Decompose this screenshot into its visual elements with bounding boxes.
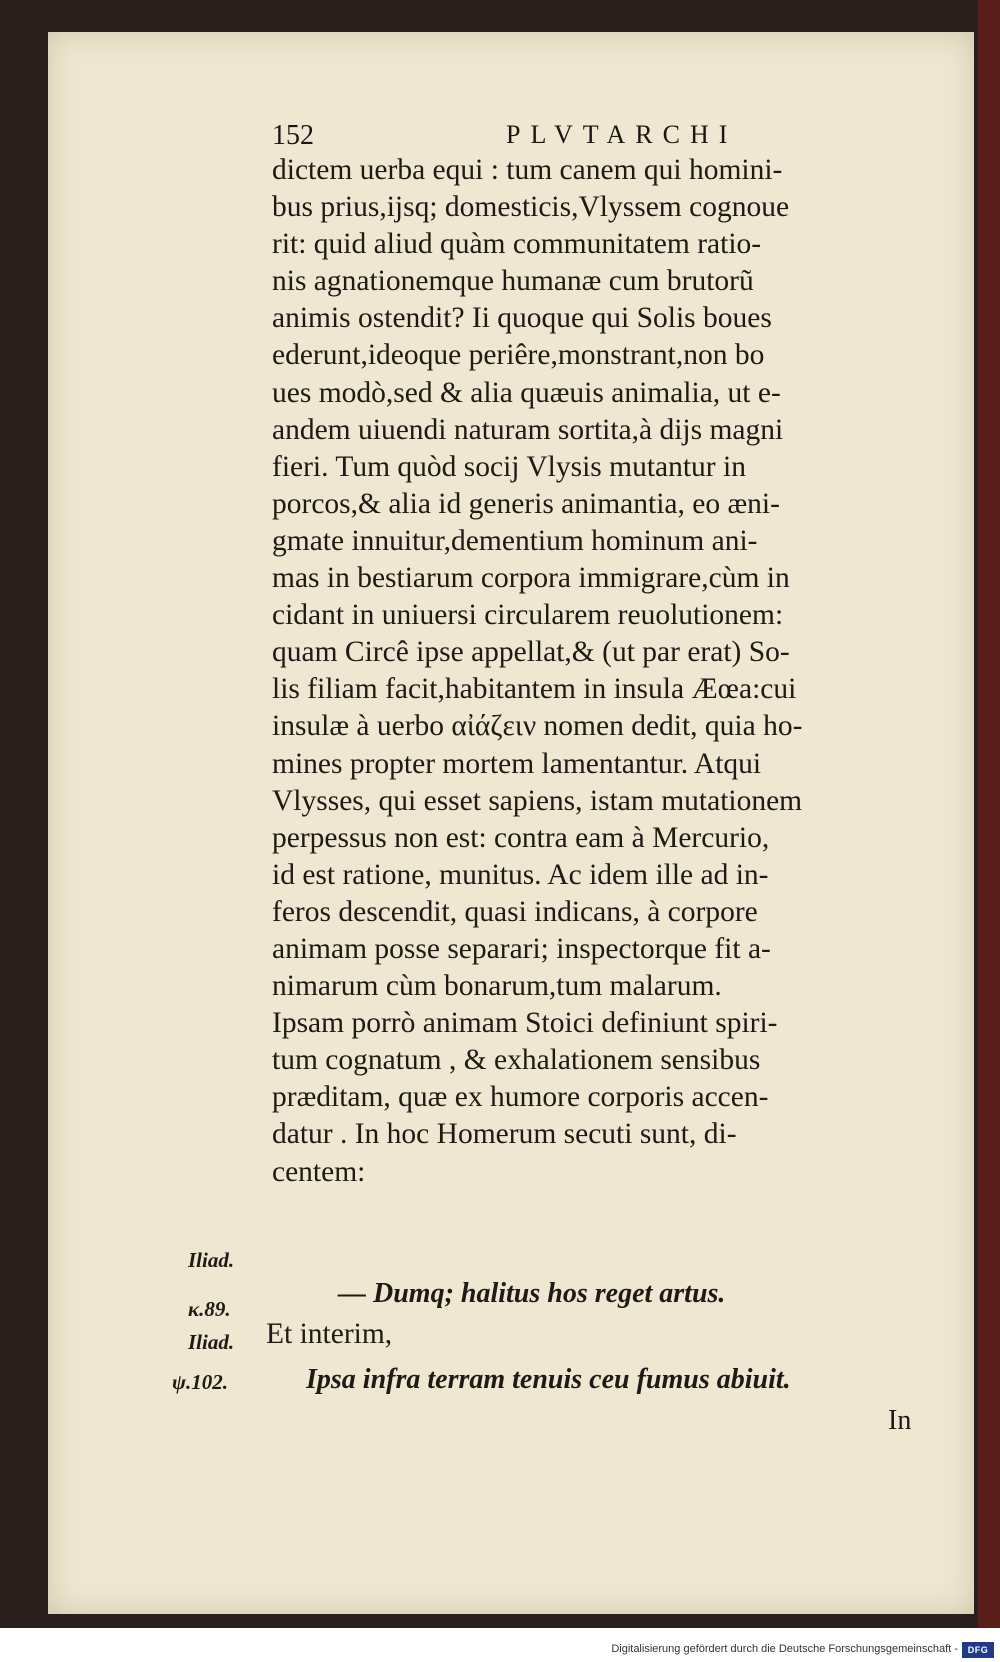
text-line: rit: quid aliud quàm communitatem ratio-: [272, 228, 762, 261]
margin-note-iliad: Iliad.: [188, 1248, 235, 1272]
verse-quotation: Ipsa infra terram tenuis ceu fumus abiuit.: [306, 1364, 791, 1395]
catchword: In: [888, 1405, 912, 1436]
text-line: datur . In hoc Homerum secuti sunt, di-: [272, 1118, 737, 1151]
footer-credit: Digitalisierung gefördert durch die Deutsche Forschungsgemeinschaft -: [611, 1643, 958, 1655]
text-line: bus prius,ijsq; domesticis,Vlyssem cognoue: [272, 191, 790, 224]
margin-note-reference: κ.89.: [188, 1297, 231, 1321]
text-line: ues modò,sed & alia quæuis animalia, ut e-: [272, 376, 781, 409]
text-line: Vlysses, qui esset sapiens, istam mutationem: [272, 784, 803, 817]
text-line: mines propter mortem lamentantur. Atqui: [272, 747, 762, 780]
text-line: porcos,& alia id generis animantia, eo æni-: [272, 487, 780, 520]
text-line: lis filiam facit,habitantem in insula Æœa:cui: [272, 673, 797, 706]
page-number: 152: [272, 120, 314, 151]
text-line: nimarum cùm bonarum,tum malarum.: [272, 970, 722, 1003]
text-line: dictem uerba equi : tum canem qui homini-: [272, 154, 783, 186]
verse-quotation: — Dumq; halitus hos reget artus.: [338, 1278, 726, 1309]
text-line: andem uiuendi naturam sortita,à dijs magni: [272, 413, 784, 446]
margin-note-reference: ψ.102.: [172, 1370, 229, 1394]
text-line: quam Circê ipse appellat,& (ut par erat) So-: [272, 636, 790, 669]
footer-bar: [0, 1640, 1000, 1662]
text-line: nis agnationemque humanæ cum brutorũ: [272, 265, 754, 298]
text-line: præditam, quæ ex humore corporis accen-: [272, 1081, 769, 1114]
text-line: mas in bestiarum corpora immigrare,cùm in: [272, 562, 790, 595]
book-edge: [978, 0, 1000, 1628]
running-title: PLVTARCHI: [506, 120, 738, 149]
text-line: fieri. Tum quòd socij Vlysis mutantur in: [272, 450, 746, 483]
text-line: Ipsam porrò animam Stoici definiunt spiri-: [272, 1007, 778, 1040]
margin-note-iliad: Iliad.: [188, 1330, 235, 1354]
text-line: feros descendit, quasi indicans, à corpore: [272, 895, 758, 928]
text-line: centem:: [272, 1155, 366, 1188]
text-line: perpessus non est: contra eam à Mercurio,: [272, 821, 770, 854]
text-line: animis ostendit? Ii quoque qui Solis boues: [272, 302, 772, 335]
dfg-logo: DFG: [962, 1642, 994, 1658]
text-line: ederunt,ideoque periêre,monstrant,non bo: [272, 339, 765, 372]
text-line: animam posse separari; inspectorque fit a-: [272, 932, 771, 965]
text-line: id est ratione, munitus. Ac idem ille ad in-: [272, 858, 769, 891]
text-line: insulæ à uerbo αἰάζειν nomen dedit, quia ho-: [272, 710, 803, 743]
text-line: cidant in uniuersi circularem reuolutionem:: [272, 599, 784, 632]
text-line: gmate innuitur,dementium hominum ani-: [272, 524, 758, 557]
text-line: Et interim,: [266, 1318, 393, 1350]
text-line: tum cognatum , & exhalationem sensibus: [272, 1044, 761, 1077]
body-text: [272, 152, 942, 1191]
